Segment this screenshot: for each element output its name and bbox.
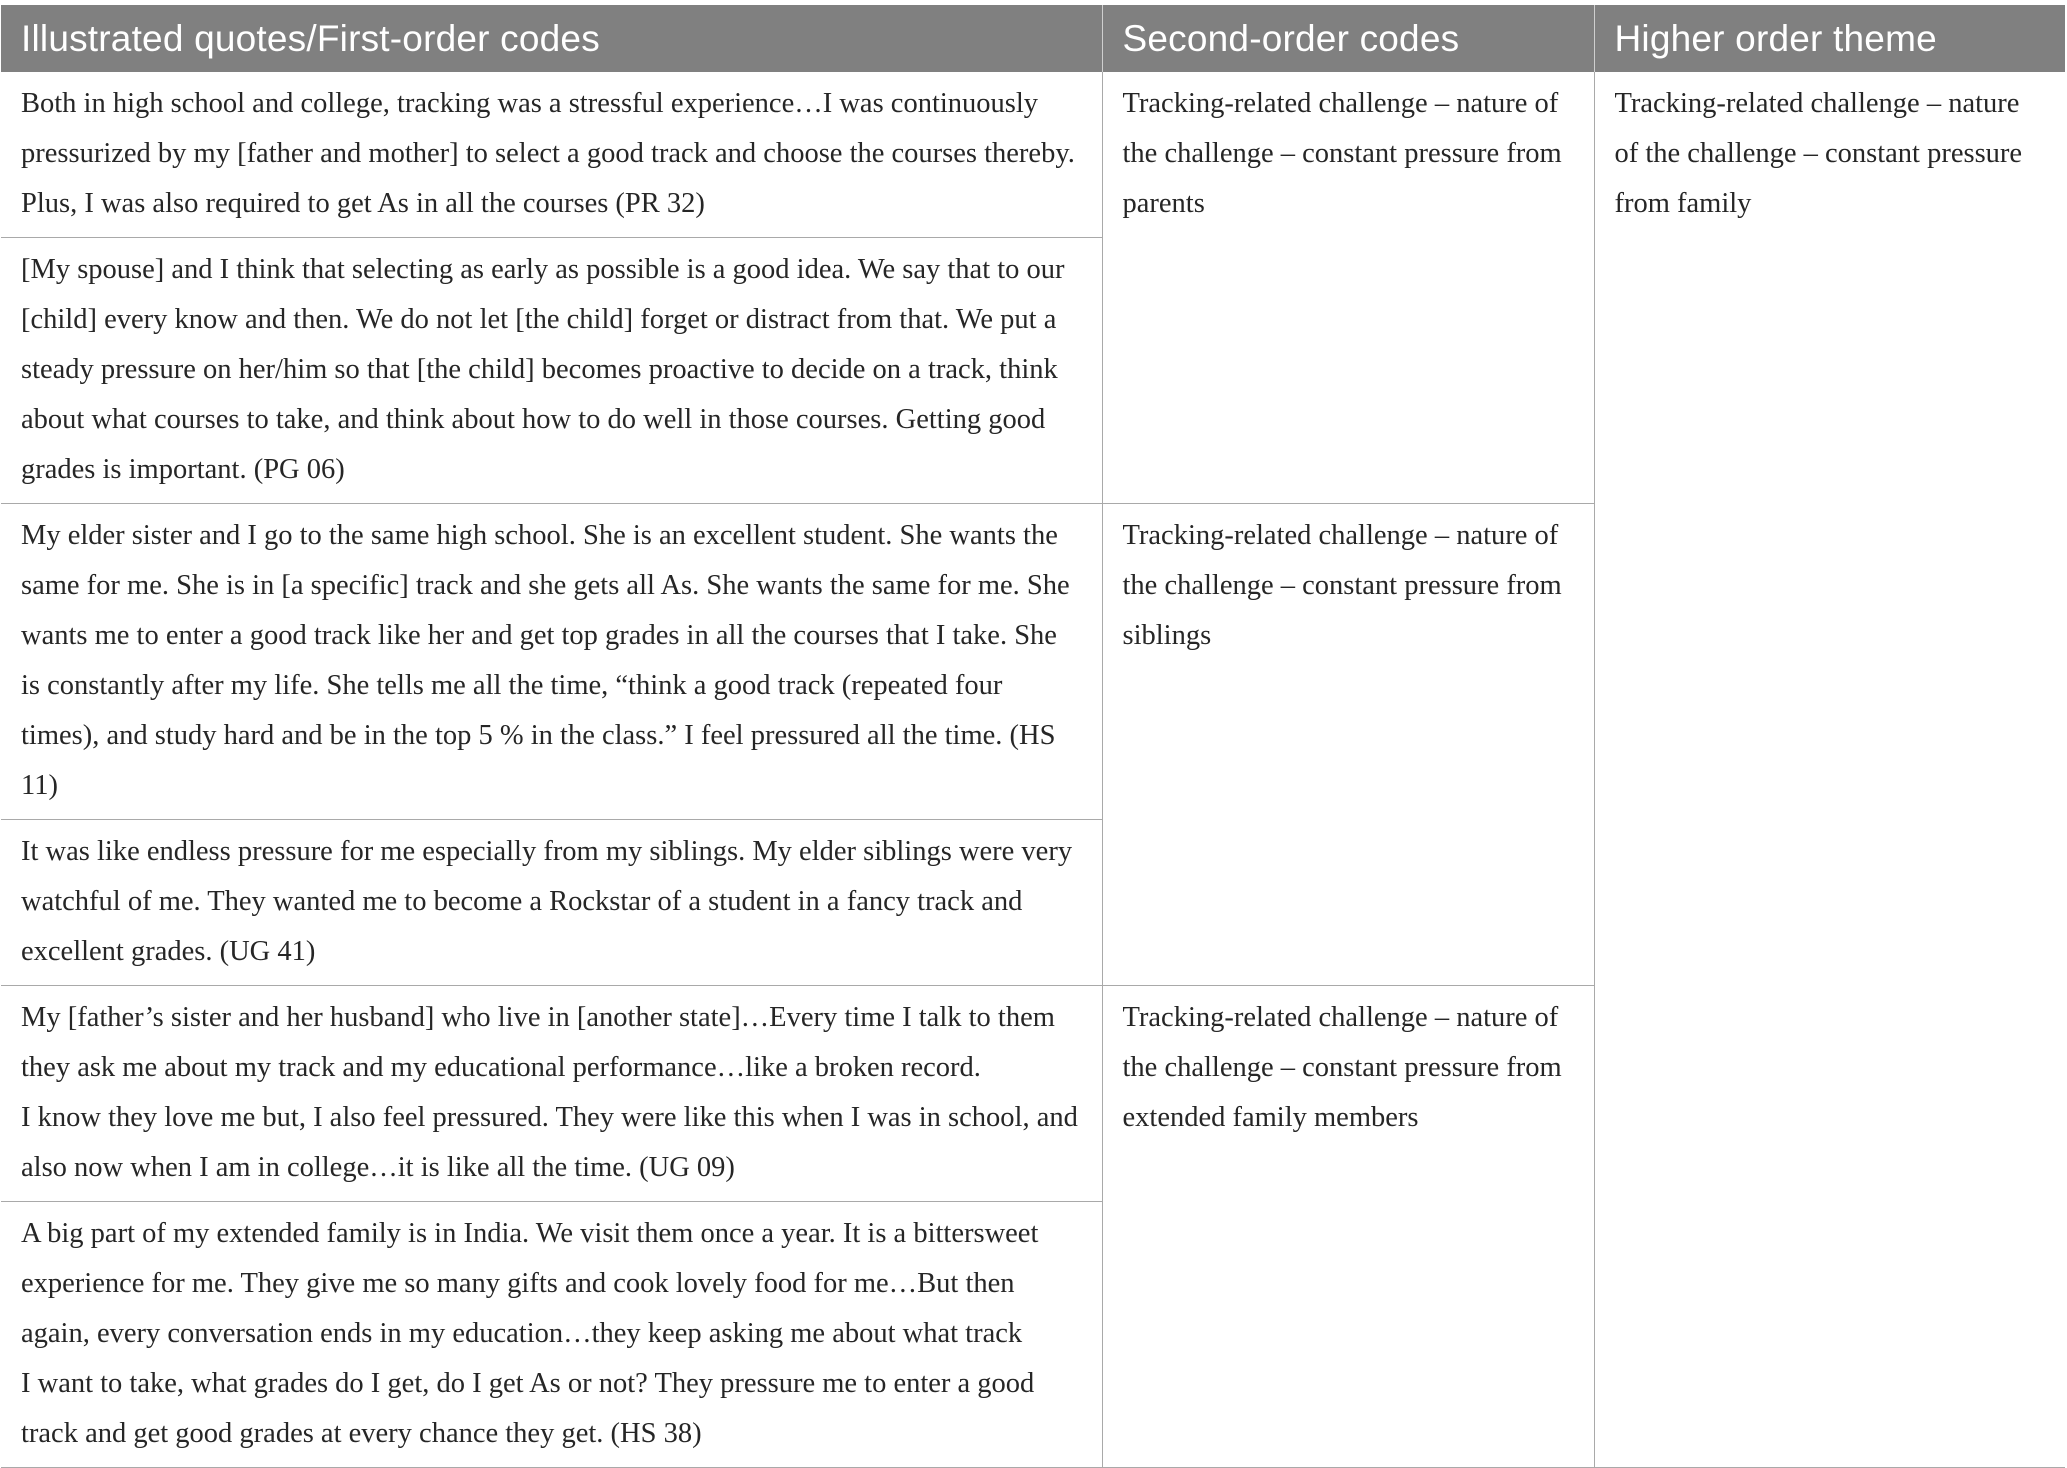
quote-text-line: I know they love me but, I also feel pressured. They were like this when I was in school, and also now when I am in college…it is like all the time. (UG 09): [21, 1102, 1078, 1183]
header-higher-order: Higher order theme: [1594, 5, 2065, 72]
second-order-text: Tracking-related challenge – nature of the challenge – constant pressure from parents: [1122, 88, 1562, 219]
quote-cell: [1, 72, 1102, 238]
quote-text: Both in high school and college, tracking was a stressful experience…I was continuously pressurized by my [father and mother] to select a good track and choose the courses thereby. Plus, I was also required to get As in all the courses (PR 32): [21, 88, 1075, 219]
quote-text: My elder sister and I go to the same high school. She is an excellent student. She wants the same for me. She is in [a specific] track and she gets all As. She wants the same for me. She wants me to enter a good track like her and get top grades in all the courses that I take. She is constantly after my life. She tells me all the time, “think a good track (repeated four times), and study hard and be in the top 5 % in the class.” I feel pressured all the time. (HS 11): [21, 520, 1070, 801]
table-row: [1, 72, 2065, 238]
header-quotes: Illustrated quotes/First-order codes: [1, 5, 1102, 72]
second-order-cell-extended-family: [1102, 986, 1594, 1468]
coding-table: [1, 5, 2065, 1468]
header-row: [1, 5, 2065, 72]
second-order-cell-siblings: [1102, 504, 1594, 986]
higher-order-theme-cell: [1594, 72, 2065, 1468]
second-order-text: Tracking-related challenge – nature of the challenge – constant pressure from extended family members: [1122, 1002, 1562, 1133]
quote-text-line: My [father’s sister and her husband] who live in [another state]…Every time I talk to them they ask me about my track and my educational performance…like a broken record.: [21, 1002, 1055, 1083]
higher-order-theme-text: Tracking-related challenge – nature of the challenge – constant pressure from family: [1614, 88, 2023, 219]
header-second-order: Second-order codes: [1102, 5, 1594, 72]
second-order-cell-parents: [1102, 72, 1594, 504]
table-body: [1, 72, 2065, 1468]
quote-cell: [1, 504, 1102, 820]
quote-text: [My spouse] and I think that selecting as early as possible is a good idea. We say that to our [child] every know and then. We do not let [the child] forget or distract from that. We put a steady pressure on her/him so that [the child] becomes proactive to decide on a track, think about what courses to take, and think about how to do well in those courses. Getting good grades is important. (PG 06): [21, 254, 1065, 485]
quote-cell: [1, 986, 1102, 1202]
quote-text-line: I want to take, what grades do I get, do I get As or not? They pressure me to enter a good track and get good grades at every chance they get. (HS 38): [21, 1368, 1035, 1449]
quote-cell: [1, 1202, 1102, 1468]
table-header: [1, 5, 2065, 72]
quote-cell: [1, 238, 1102, 504]
quote-cell: [1, 820, 1102, 986]
quote-text: It was like endless pressure for me especially from my siblings. My elder siblings were very watchful of me. They wanted me to become a Rockstar of a student in a fancy track and excellent grades. (UG 41): [21, 836, 1073, 967]
quote-text-line: A big part of my extended family is in India. We visit them once a year. It is a bittersweet experience for me. They give me so many gifts and cook lovely food for me…But then again, every conversation ends in my education…they keep asking me about what track: [21, 1218, 1039, 1349]
second-order-text: Tracking-related challenge – nature of the challenge – constant pressure from siblings: [1122, 520, 1562, 651]
